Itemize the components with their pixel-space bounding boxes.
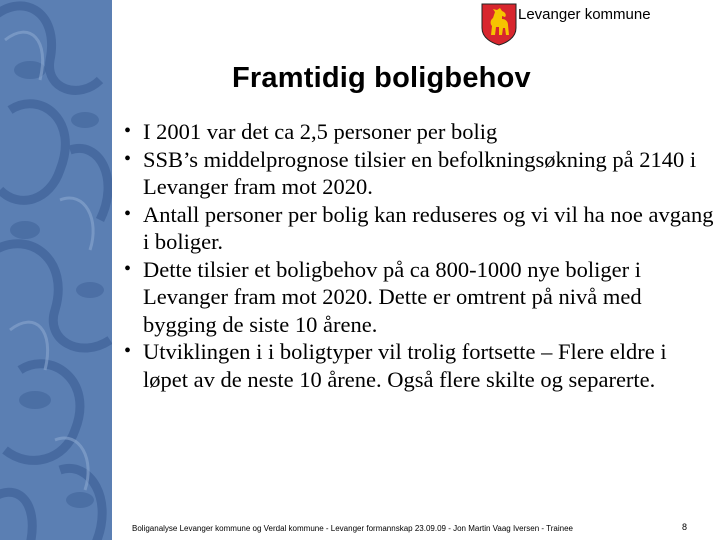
bullet-list bbox=[112, 118, 716, 393]
decorative-sidebar bbox=[0, 0, 112, 540]
bullet-marker: • bbox=[124, 147, 132, 170]
page-number: 8 bbox=[682, 522, 688, 532]
yellow-horse-on-red-shield-icon bbox=[480, 2, 518, 46]
bullet-text: Dette tilsier et boligbehov på ca 800-1000 nye boliger i Levanger fram mot 2020. Dette er omtrent på nivå med bygging de siste 10 årene. bbox=[143, 256, 642, 337]
bullet-text: Utviklingen i i boligtyper vil trolig fortsette – Flere eldre i løpet av de neste 10 årene. Også flere skilte og separerte. bbox=[143, 339, 667, 392]
bullet-text: SSB’s middelprognose tilsier en befolkningsøkning på 2140 i Levanger fram mot 2020. bbox=[143, 146, 697, 199]
bullet-text: Antall personer per bolig kan reduseres og vi vil ha noe avgang i boliger. bbox=[143, 201, 714, 254]
bullet-marker: • bbox=[124, 120, 132, 142]
organization-name: Levanger kommune bbox=[518, 6, 651, 23]
slide-title: Framtidig boligbehov bbox=[232, 62, 531, 94]
horse-pattern-icon bbox=[0, 0, 112, 540]
bullet-item bbox=[112, 338, 716, 393]
bullet-item bbox=[112, 146, 716, 201]
bullet-item bbox=[112, 256, 716, 339]
municipality-logo bbox=[480, 2, 518, 46]
bullet-marker: • bbox=[124, 257, 132, 280]
bullet-item bbox=[112, 118, 716, 146]
bullet-marker: • bbox=[124, 340, 132, 362]
bullet-text: I 2001 var det ca 2,5 personer per bolig bbox=[143, 119, 498, 144]
slide-footer: Boliganalyse Levanger kommune og Verdal kommune - Levanger formannskap 23.09.09 - Jon Martin Vaag Iversen - Trainee bbox=[132, 524, 573, 533]
bullet-item bbox=[112, 201, 716, 256]
bullet-marker: • bbox=[124, 202, 132, 225]
